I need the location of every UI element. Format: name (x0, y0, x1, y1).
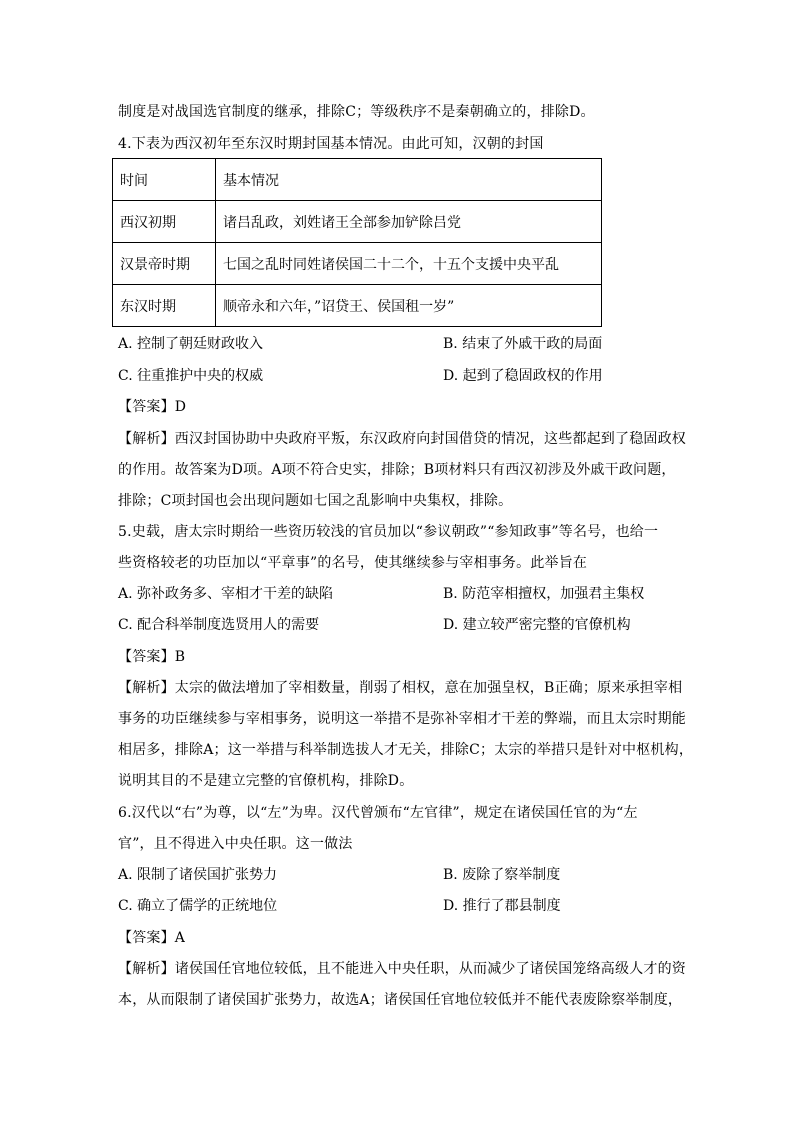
question-6-stem: 6.汉代以“右”为尊，以“左”为卑。汉代曾颁布“左官律”，规定在诸侯国任官的为“左 (118, 805, 638, 821)
q6-option-d: D. 推行了郡县制度 (443, 898, 561, 914)
fiefdom-table (112, 158, 602, 327)
q6-answer: 【答案】A (118, 930, 186, 946)
q6-option-b: B. 废除了察举制度 (443, 867, 561, 883)
q5-option-c: C. 配合科举制度选贤用人的需要 (118, 617, 320, 633)
q5-option-a: A. 弥补政务多、宰相才干差的缺陷 (118, 586, 334, 602)
q4-option-d: D. 起到了稳固政权的作用 (443, 368, 603, 384)
q4-answer: 【答案】D (118, 399, 187, 415)
question-5-stem: 5.史载，唐太宗时期给一些资历较浅的官员加以“参议朝政”“参知政事”等名号，也给一 (118, 524, 659, 540)
q4-option-b: B. 结束了外戚干政的局面 (443, 336, 603, 352)
table-header-row (113, 159, 602, 201)
question-6-stem: 官”，且不得进入中央任职。这一做法 (118, 836, 353, 852)
q5-answer: 【答案】B (118, 649, 186, 665)
table-row (113, 201, 602, 243)
q4-option-a: A. 控制了朝廷财政收入 (118, 336, 264, 352)
q5-explanation-line: 【解析】太宗的做法增加了宰相数量，削弱了相权，意在加强皇权，B正确；原来承担宰相 (118, 680, 683, 696)
q5-explanation-line: 说明其目的不是建立完整的官僚机构，排除D。 (118, 773, 414, 789)
table-header-cell: 时间 (113, 159, 216, 201)
table-cell-situation: 七国之乱时同姓诸侯国二十二个，十五个支援中央平乱 (216, 243, 602, 285)
table-cell-situation: 顺帝永和六年，”诏贷王、侯国租一岁” (216, 285, 602, 327)
table-cell-period: 汉景帝时期 (113, 243, 216, 285)
table-cell-period: 东汉时期 (113, 285, 216, 327)
q5-explanation-line: 相居多，排除A；这一举措与科举制选拔人才无关，排除C；太宗的举措只是针对中枢机构， (118, 742, 694, 758)
q5-explanation-line: 事务的功臣继续参与宰相事务，说明这一举措不是弥补宰相才干差的弊端，而且太宗时期能 (118, 711, 686, 727)
question-4-stem: 4.下表为西汉初年至东汉时期封国基本情况。由此可知，汉朝的封国 (118, 136, 544, 152)
q4-option-c: C. 往重推护中央的权威 (118, 368, 264, 384)
table-cell-situation: 诸吕乱政，刘姓诸王全部参加铲除吕党 (216, 201, 602, 243)
question-5-stem: 些资格较老的功臣加以“平章事”的名号，使其继续参与宰相事务。此举旨在 (118, 555, 588, 571)
q6-explanation-line: 【解析】诸侯国任官地位较低，且不能进入中央任职，从而减少了诸侯国笼络高级人才的资 (118, 961, 686, 977)
q4-explanation-line: 【解析】西汉封国协助中央政府平叛，东汉政府向封国借贷的情况，这些都起到了稳固政权 (118, 431, 686, 447)
q4-explanation-line: 的作用。故答案为D项。A项不符合史实，排除；B项材料只有西汉初涉及外戚干政问题， (118, 462, 676, 478)
q6-explanation-line: 本，从而限制了诸侯国扩张势力，故选A；诸侯国任官地位较低并不能代表废除察举制度， (118, 992, 683, 1008)
q6-option-a: A. 限制了诸侯国扩张势力 (118, 867, 278, 883)
q5-option-d: D. 建立较严密完整的官僚机构 (443, 617, 631, 633)
table-row (113, 285, 602, 327)
prev-explanation-tail: 制度是对战国选官制度的继承，排除C；等级秩序不是秦朝确立的，排除D。 (118, 104, 595, 120)
q6-option-c: C. 确立了儒学的正统地位 (118, 898, 278, 914)
table-row (113, 243, 602, 285)
q5-option-b: B. 防范宰相擅权，加强君主集权 (443, 586, 645, 602)
table-header-cell: 基本情况 (216, 159, 602, 201)
q4-explanation-line: 排除；C项封国也会出现问题如七国之乱影响中央集权，排除。 (118, 493, 513, 509)
table-cell-period: 西汉初期 (113, 201, 216, 243)
